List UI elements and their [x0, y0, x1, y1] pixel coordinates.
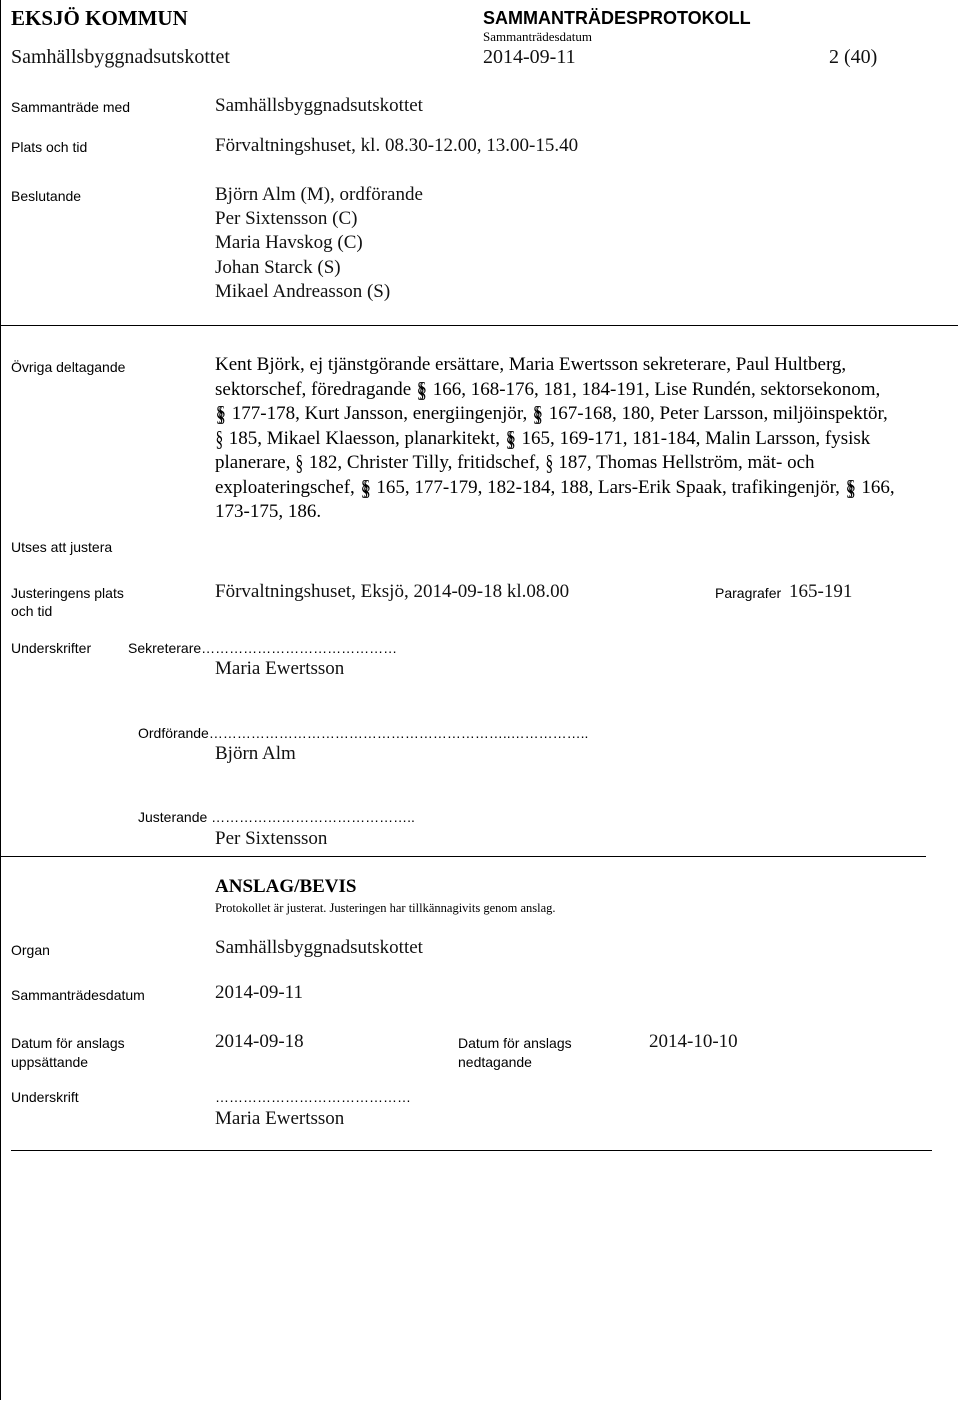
others-label: Övriga deltagande: [11, 359, 126, 375]
paragraph-icon: §§: [532, 401, 538, 426]
divider: [0, 325, 958, 326]
divider: [11, 1150, 932, 1151]
paragraph-icon: §: [215, 425, 218, 451]
place-label: Plats och tid: [11, 139, 88, 155]
adjuster-selected-label: Utses att justera: [11, 539, 113, 555]
others-line: §§ 177-178, Kurt Jansson, energiingenjör, §§ 167-168, 180, Peter Larsson, miljöinspektör,: [215, 401, 888, 426]
chair-dots: ………………………………………………………..……………..: [208, 725, 589, 741]
paragraphs-value: 165-191: [789, 581, 853, 602]
removed-label-2: nedtagande: [458, 1054, 532, 1070]
removed-label: Datum för anslags: [458, 1035, 572, 1051]
organ-label: Organ: [11, 942, 50, 958]
header-date: 2014-09-11: [483, 46, 576, 68]
divider: [0, 856, 926, 857]
signatures-label: Underskrifter: [11, 640, 92, 656]
decider-item: Björn Alm (M), ordförande: [215, 184, 423, 205]
posted-value: 2014-09-18: [215, 1031, 304, 1052]
paragraph-icon: §§: [215, 401, 221, 426]
posted-label-2: uppsättande: [11, 1054, 89, 1070]
organ-value: Samhällsbyggnadsutskottet: [215, 937, 423, 958]
secretary-name: Maria Ewertsson: [215, 658, 345, 679]
posted-label: Datum för anslags: [11, 1035, 125, 1051]
adjuster-label: Justerande: [138, 809, 208, 825]
decider-item: Maria Havskog (C): [215, 232, 363, 253]
removed-value: 2014-10-10: [649, 1031, 738, 1052]
header-committee: Samhällsbyggnadsutskottet: [11, 46, 230, 68]
adjuster-dots: ……………………………………..: [211, 809, 415, 825]
body-value: Samhällsbyggnadsutskottet: [215, 95, 423, 116]
place-value: Förvaltningshuset, kl. 08.30-12.00, 13.00-15.40: [215, 135, 579, 156]
paragraph-icon: §§: [845, 474, 850, 500]
signature-dots: ……………………………………: [215, 1089, 411, 1105]
signature-label: Underskrift: [11, 1089, 79, 1105]
org-name: EKSJÖ KOMMUN: [11, 6, 188, 30]
date-label: Sammanträdesdatum: [483, 29, 593, 44]
decider-item: Mikael Andreasson (S): [215, 281, 391, 302]
paragraph-icon: §: [545, 450, 548, 475]
adjuster-line: [138, 809, 415, 825]
adjust-place-value: Förvaltningshuset, Eksjö, 2014-09-18 kl.08.00: [215, 581, 570, 602]
others-text: [215, 353, 955, 525]
adjust-place-label-2: och tid: [11, 603, 53, 619]
paragraphs-label: Paragrafer: [715, 585, 782, 601]
doc-type: SAMMANTRÄDESPROTOKOLL: [483, 8, 751, 28]
others-line: exploateringschef, §§ 165, 177-179, 182-184, 188, Lars-Erik Spaak, trafikingenjör, §§ 166,: [215, 474, 895, 500]
paragraph-icon: §§: [416, 376, 422, 402]
others-line: sektorschef, föredragande §§ 166, 168-176, 181, 184-191, Lise Rundén, sektorsekonom,: [215, 376, 881, 402]
meeting-date-label: Sammanträdesdatum: [11, 987, 145, 1003]
others-line: Kent Björk, ej tjänstgörande ersättare, Maria Ewertsson sekreterare, Paul Hultberg,: [215, 354, 847, 375]
others-line: § 185, Mikael Klaesson, planarkitekt, §§ 165, 169-171, 181-184, Malin Larsson, fysisk: [215, 425, 871, 451]
secretary-label: Sekreterare: [128, 640, 202, 656]
decider-item: Johan Starck (S): [215, 257, 341, 278]
deciders-label: Beslutande: [11, 188, 82, 204]
paragraph-icon: §§: [360, 474, 365, 500]
decider-item: Per Sixtensson (C): [215, 208, 358, 229]
paragraph-icon: §§: [505, 425, 510, 451]
chair-name: Björn Alm: [215, 743, 296, 764]
others-line: planerare, § 182, Christer Tilly, fritidschef, § 187, Thomas Hellström, mät- och: [215, 450, 815, 475]
chair-label: Ordförande: [138, 725, 209, 741]
signature-name: Maria Ewertsson: [215, 1108, 345, 1129]
notice-title: ANSLAG/BEVIS: [215, 876, 357, 897]
chair-line: [138, 725, 588, 741]
adjuster-name: Per Sixtensson: [215, 828, 328, 849]
secretary-line: [128, 640, 397, 656]
page-number: 2 (40): [829, 46, 878, 68]
secretary-dots: ……………………………………: [201, 640, 398, 656]
paragraph-icon: §: [295, 450, 298, 475]
adjust-place-label: Justeringens plats: [11, 585, 124, 601]
others-line: 173-175, 186.: [215, 501, 322, 522]
body-label: Sammanträde med: [11, 99, 131, 115]
notice-subtitle: Protokollet är justerat. Justeringen har tillkännagivits genom anslag.: [215, 901, 556, 915]
meeting-date-value: 2014-09-11: [215, 982, 303, 1003]
